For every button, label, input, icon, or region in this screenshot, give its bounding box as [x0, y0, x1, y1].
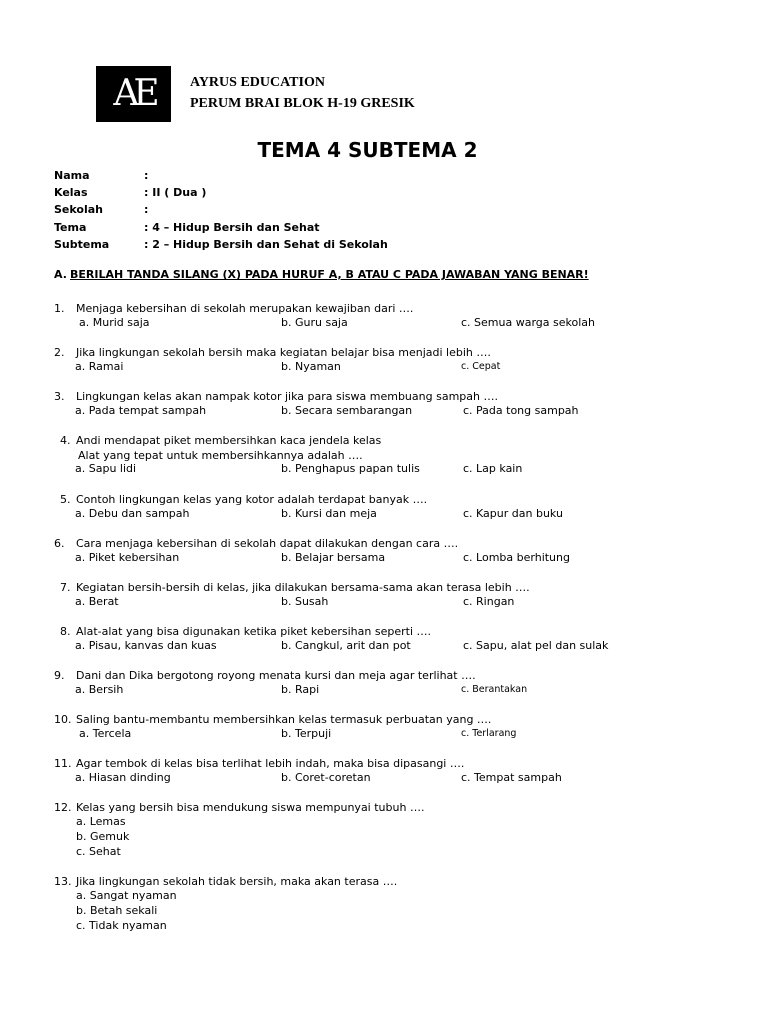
question-6: 6. Cara menjaga kebersihan di sekolah dapat dilakukan dengan cara ….	[54, 537, 459, 550]
question-3: 3. Lingkungan kelas akan nampak kotor jika para siswa membuang sampah ….	[54, 390, 498, 403]
option-9c[interactable]: c. Berantakan	[461, 684, 528, 695]
option-10c[interactable]: c. Terlarang	[461, 728, 517, 739]
option-9b[interactable]: b. Rapi	[281, 683, 320, 696]
option-5c[interactable]: c. Kapur dan buku	[463, 507, 563, 520]
question-13: 13. Jika lingkungan sekolah tidak bersih, maka akan terasa ….	[54, 875, 398, 888]
option-8b[interactable]: b. Cangkul, arit dan pot	[281, 639, 411, 652]
question-11: 11. Agar tembok di kelas bisa terlihat lebih indah, maka bisa dipasangi ….	[54, 757, 465, 770]
option-1a[interactable]: a. Murid saja	[79, 316, 150, 329]
option-4b[interactable]: b. Penghapus papan tulis	[281, 462, 420, 475]
option-3b[interactable]: b. Secara sembarangan	[281, 404, 413, 417]
option-8a[interactable]: a. Pisau, kanvas dan kuas	[75, 639, 217, 652]
question-8: 8. Alat-alat yang bisa digunakan ketika piket kebersihan seperti ….	[60, 625, 431, 638]
logo: AE	[96, 66, 171, 122]
option-2a[interactable]: a. Ramai	[75, 360, 124, 373]
identity-row-tema: Tema : 4 – Hidup Bersih dan Sehat	[54, 220, 320, 234]
question-4: 4. Andi mendapat piket membersihkan kaca jendela kelas Alat yang tepat untuk membersihkannya adalah ….	[60, 434, 382, 462]
option-5a[interactable]: a. Debu dan sampah	[75, 507, 190, 520]
option-10b[interactable]: b. Terpuji	[281, 727, 332, 740]
identity-row-subtema: Subtema : 2 – Hidup Bersih dan Sehat di Sekolah	[54, 237, 388, 251]
option-3a[interactable]: a. Pada tempat sampah	[75, 404, 207, 417]
option-8c[interactable]: c. Sapu, alat pel dan sulak	[463, 639, 609, 652]
option-7c[interactable]: c. Ringan	[463, 595, 515, 608]
page-title: TEMA 4 SUBTEMA 2	[257, 138, 478, 162]
instruction: A. BERILAH TANDA SILANG (X) PADA HURUF A, B ATAU C PADA JAWABAN YANG BENAR!	[54, 268, 589, 281]
option-2b[interactable]: b. Nyaman	[281, 360, 341, 373]
question-10: 10. Saling bantu-membantu membersihkan kelas termasuk perbuatan yang ….	[54, 713, 492, 726]
option-6c[interactable]: c. Lomba berhitung	[463, 551, 570, 564]
option-12b[interactable]: b. Gemuk	[76, 830, 130, 843]
option-1b[interactable]: b. Guru saja	[281, 316, 348, 329]
option-6a[interactable]: a. Piket kebersihan	[75, 551, 180, 564]
question-5: 5. Contoh lingkungan kelas yang kotor adalah terdapat banyak ….	[60, 493, 428, 506]
org-address: PERUM BRAI BLOK H-19 GRESIK	[190, 96, 415, 111]
identity-row-kelas: Kelas : II ( Dua )	[54, 186, 207, 200]
option-7a[interactable]: a. Berat	[75, 595, 119, 608]
option-2c[interactable]: c. Cepat	[461, 361, 501, 372]
identity-block	[54, 167, 388, 253]
option-12a[interactable]: a. Lemas	[76, 815, 126, 828]
option-13c[interactable]: c. Tidak nyaman	[76, 919, 167, 932]
identity-row-sekolah: Sekolah :	[54, 203, 149, 217]
org-name: AYRUS EDUCATION	[190, 75, 325, 90]
option-5b[interactable]: b. Kursi dan meja	[281, 507, 377, 520]
option-7b[interactable]: b. Susah	[281, 595, 329, 608]
option-6b[interactable]: b. Belajar bersama	[281, 551, 386, 564]
option-4c[interactable]: c. Lap kain	[463, 462, 523, 475]
option-13b[interactable]: b. Betah sekali	[76, 904, 158, 917]
question-12: 12. Kelas yang bersih bisa mendukung siswa mempunyai tubuh ….	[54, 801, 425, 814]
question-9: 9. Dani dan Dika bergotong royong menata kursi dan meja agar terlihat ….	[54, 669, 476, 682]
option-11a[interactable]: a. Hiasan dinding	[75, 771, 171, 784]
option-13a[interactable]: a. Sangat nyaman	[76, 889, 177, 902]
question-7: 7. Kegiatan bersih-bersih di kelas, jika dilakukan bersama-sama akan terasa lebih ….	[60, 581, 530, 594]
option-11c[interactable]: c. Tempat sampah	[461, 771, 562, 784]
option-11b[interactable]: b. Coret-coretan	[281, 771, 371, 784]
option-10a[interactable]: a. Tercela	[79, 727, 132, 740]
identity-row-nama: Nama :	[54, 169, 149, 182]
option-4a[interactable]: a. Sapu lidi	[75, 462, 137, 475]
question-1: 1. Menjaga kebersihan di sekolah merupakan kewajiban dari ….	[54, 302, 414, 315]
question-2: 2. Jika lingkungan sekolah bersih maka kegiatan belajar bisa menjadi lebih ….	[54, 346, 491, 359]
option-9a[interactable]: a. Bersih	[75, 683, 124, 696]
option-3c[interactable]: c. Pada tong sampah	[463, 404, 579, 417]
option-12c[interactable]: c. Sehat	[76, 845, 121, 858]
option-1c[interactable]: c. Semua warga sekolah	[461, 316, 595, 329]
